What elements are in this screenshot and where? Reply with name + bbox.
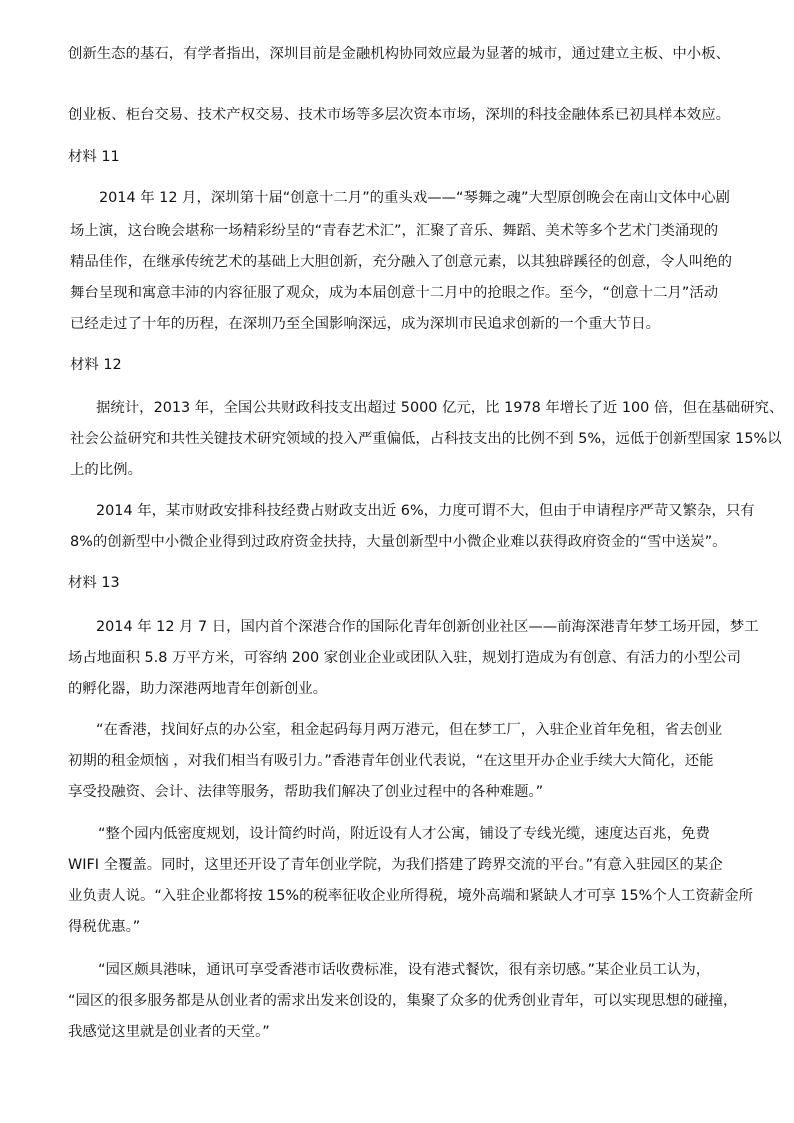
text-line: 2014 年，某市财政安排科技经费占财政支出近 6%，力度可谓不大，但由于申请程序严苛又繁杂，只有 [96,503,755,519]
text-line: 8%的创新型中小微企业得到过政府资金扶持，大量创新型中小微企业难以获得政府资金的“雪中送炭”。 [70,534,727,550]
text-line: 的孵化器，助力深港两地青年创新创业。 [68,681,328,697]
text-line: 场上演，这台晚会堪称一场精彩纷呈的“青春艺术汇”，汇聚了音乐、舞蹈、美术等多个艺术门类涌现的 [70,223,719,239]
text-line: 创业板、柜台交易、技术产权交易、技术市场等多层次资本市场，深圳的科技金融体系已初具样本效应。 [68,107,730,123]
text-line: “整个园内低密度规划，设计简约时尚，附近设有人才公寓，铺设了专线光缆，速度达百兆，免费 [98,826,710,842]
text-line: 业负责人说。“入驻企业都将按 15%的税率征收企业所得税，境外高端和紧缺人才可享 15%个人工资薪金所 [68,888,753,904]
text-line: “园区颇具港味，通讯可享受香港市话收费标准，设有港式餐饮，很有亲切感。”某企业员工认为， [98,962,711,978]
text-line: 已经走过了十年的历程，在深圳乃至全国影响深远，成为深圳市民追求创新的一个重大节日。 [70,316,661,332]
text-line: 初期的租金烦恼 ，对我们相当有吸引力。”香港青年创业代表说，“在这里开办企业手续大大简化，还能 [68,753,714,769]
text-line: “园区的很多服务都是从创业者的需求出发来创设的，集聚了众多的优秀创业青年，可以实现思想的碰撞， [68,993,738,1009]
text-line: WIFI 全覆盖。同时，这里还开设了青年创业学院，为我们搭建了跨界交流的平台。”有意入驻园区的某企 [68,857,723,873]
text-line: 创新生态的基石，有学者指出，深圳目前是金融机构协同效应最为显著的城市，通过建立主板、中小板、 [68,46,730,62]
text-line: 社会公益研究和共性关键技术研究领域的投入严重偏低，占科技支出的比例不到 5%，远低于创新型国家 15%以 [70,431,782,447]
text-line: 2014 年 12 月 7 日，国内首个深港合作的国际化青年创新创业社区——前海深港青年梦工场开园，梦工 [96,619,759,635]
section-heading: 材料 13 [68,575,120,591]
text-line: 场占地面积 5.8 万平方米，可容纳 200 家创业企业或团队入驻，规划打造成为有创意、有活力的小型公司 [68,650,742,666]
text-line: 精品佳作，在继承传统艺术的基础上大胆创新，充分融入了创意元素，以其独辟蹊径的创意，令人叫绝的 [70,254,732,270]
text-line: “在香港，找间好点的办公室，租金起码每月两万港元，但在梦工厂，入驻企业首年免租，省去创业 [96,722,723,738]
section-heading: 材料 12 [70,357,122,373]
section-heading: 材料 11 [68,149,120,165]
text-line: 上的比例。 [70,462,142,478]
text-line: 得税优惠。” [68,919,141,935]
text-line: 舞台呈现和寓意丰沛的内容征服了观众，成为本届创意十二月中的抢眼之作。至今，“创意十二月”活动 [70,285,719,301]
text-line: 2014 年 12 月，深圳第十届“创意十二月”的重头戏——“琴舞之魂”大型原创晚会在南山文体中心剧 [99,190,730,206]
text-line: 享受投融资、会计、法律等服务，帮助我们解决了创业过程中的各种难题。” [68,784,544,800]
text-line: 我感觉这里就是创业者的天堂。” [68,1024,270,1040]
text-line: 据统计，2013 年，全国公共财政科技支出超过 5000 亿元，比 1978 年增长了近 100 倍，但在基础研究、 [96,400,784,416]
